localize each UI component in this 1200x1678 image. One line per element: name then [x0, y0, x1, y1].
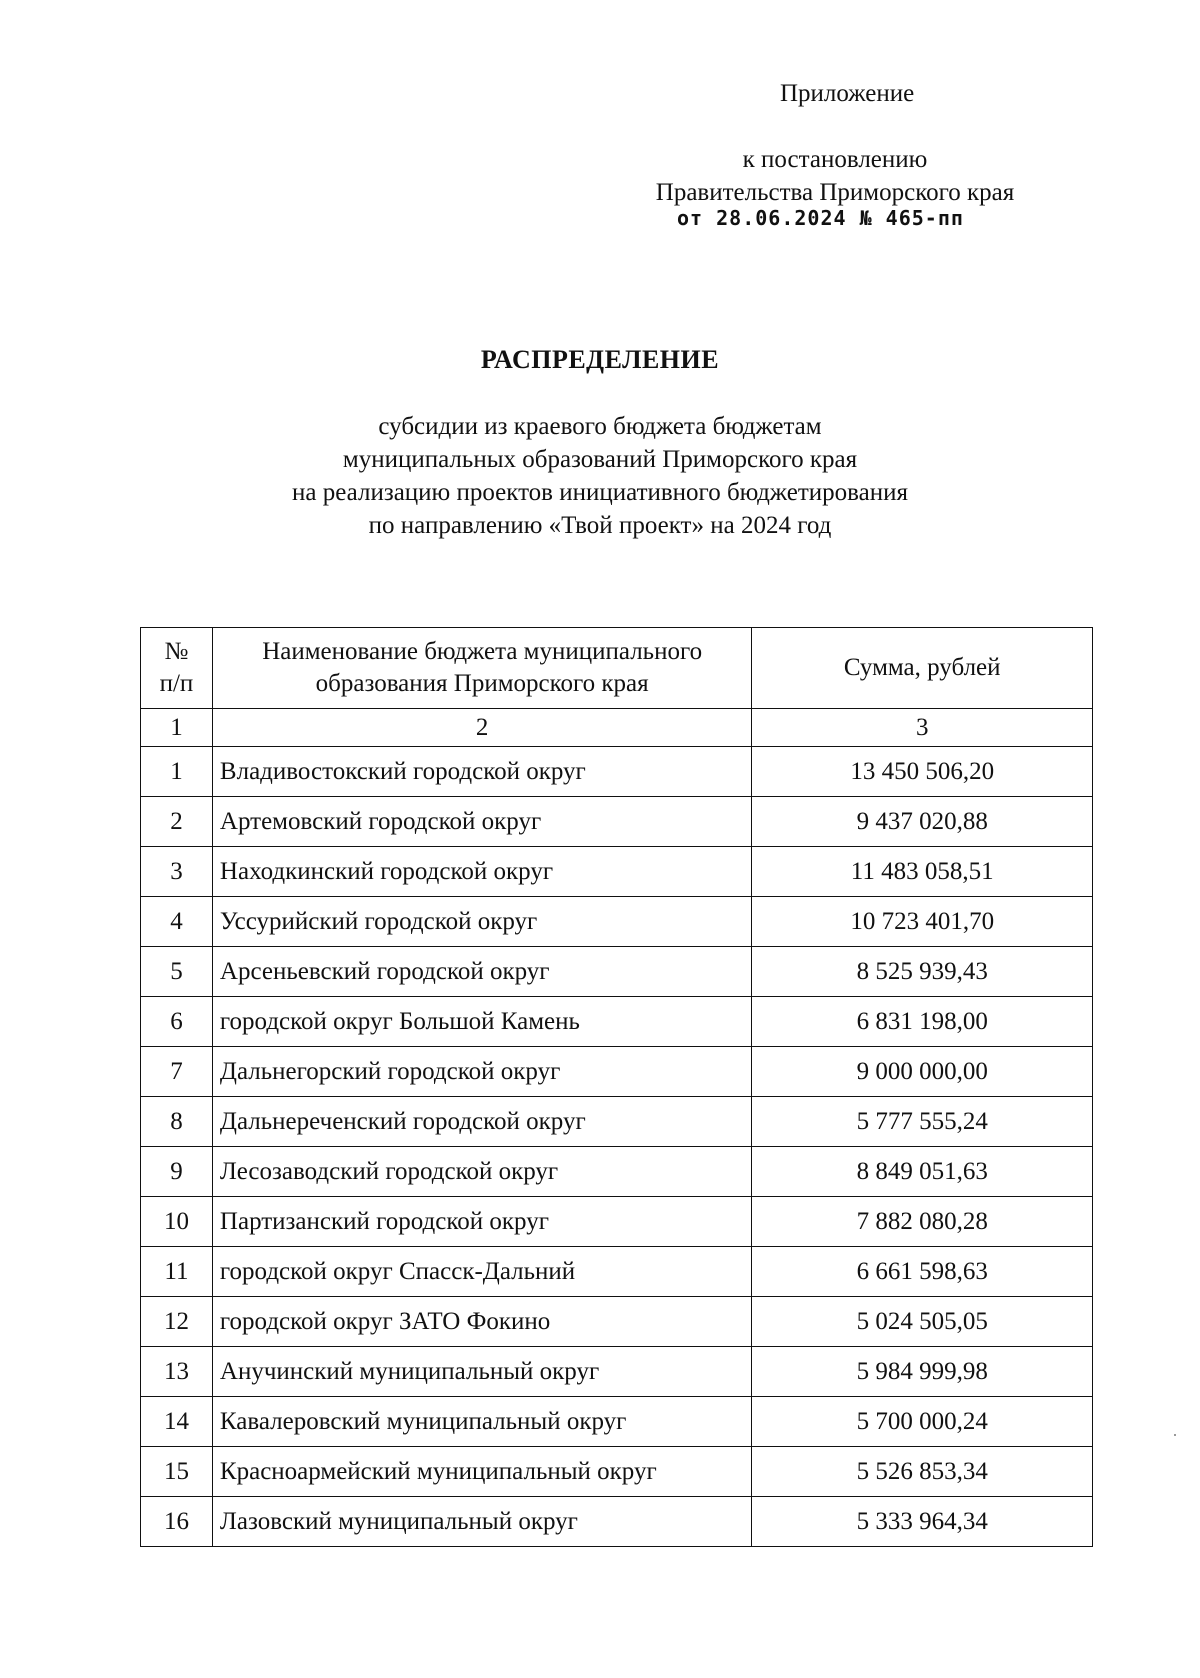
row-number-cell: 1	[141, 747, 213, 797]
table-row	[141, 1347, 1093, 1397]
subtitle-line: субсидии из краевого бюджета бюджетам	[378, 413, 822, 440]
row-number-cell: 4	[141, 897, 213, 947]
subtitle-line: муниципальных образований Приморского края	[342, 446, 858, 473]
table-row	[141, 1397, 1093, 1447]
distribution-table	[140, 627, 1093, 1547]
table-row	[141, 1197, 1093, 1247]
table-row	[141, 747, 1093, 797]
table-row	[141, 1147, 1093, 1197]
municipality-name-cell: Артемовский городской округ	[212, 797, 751, 847]
decree-to-label: к постановлению	[742, 146, 928, 173]
table-row	[141, 1097, 1093, 1147]
table-row	[141, 1247, 1093, 1297]
row-number-cell: 7	[141, 1047, 213, 1097]
table-row	[141, 1447, 1093, 1497]
column-number-cell: 1	[141, 709, 213, 747]
row-number-cell: 16	[141, 1497, 213, 1547]
header-num-cell	[141, 628, 213, 709]
amount-cell: 8 525 939,43	[752, 947, 1093, 997]
row-number-cell: 5	[141, 947, 213, 997]
table-header-row	[141, 628, 1093, 709]
amount-cell: 9 000 000,00	[752, 1047, 1093, 1097]
header-num-abbr: п/п	[159, 670, 194, 697]
row-number-cell: 8	[141, 1097, 213, 1147]
row-number-cell: 14	[141, 1397, 213, 1447]
header-amount-cell: Сумма, рублей	[752, 628, 1093, 709]
appendix-label: Приложение	[780, 80, 915, 107]
subtitle-line: по направлению «Твой проект» на 2024 год	[368, 512, 832, 539]
scan-speck	[1174, 1434, 1176, 1436]
header-name-line: образования Приморского края	[315, 670, 649, 697]
table-row	[141, 947, 1093, 997]
amount-cell: 5 024 505,05	[752, 1297, 1093, 1347]
row-number-cell: 2	[141, 797, 213, 847]
municipality-name-cell: Владивостокский городской округ	[212, 747, 751, 797]
table-row	[141, 897, 1093, 947]
row-number-cell: 15	[141, 1447, 213, 1497]
header-num-symbol: №	[164, 638, 189, 665]
column-number-row	[141, 709, 1093, 747]
table-row	[141, 1047, 1093, 1097]
amount-cell: 5 526 853,34	[752, 1447, 1093, 1497]
decree-reference	[600, 143, 1070, 209]
amount-cell: 5 777 555,24	[752, 1097, 1093, 1147]
amount-cell: 5 984 999,98	[752, 1347, 1093, 1397]
municipality-name-cell: Партизанский городской округ	[212, 1197, 751, 1247]
row-number-cell: 13	[141, 1347, 213, 1397]
amount-cell: 5 700 000,24	[752, 1397, 1093, 1447]
row-number-cell: 11	[141, 1247, 213, 1297]
subtitle-line: на реализацию проектов инициативного бюджетирования	[292, 479, 908, 506]
municipality-name-cell: Кавалеровский муниципальный округ	[212, 1397, 751, 1447]
municipality-name-cell: городской округ ЗАТО Фокино	[212, 1297, 751, 1347]
municipality-name-cell: Красноармейский муниципальный округ	[212, 1447, 751, 1497]
amount-cell: 6 661 598,63	[752, 1247, 1093, 1297]
municipality-name-cell: городской округ Большой Камень	[212, 997, 751, 1047]
table-row	[141, 1497, 1093, 1547]
column-number-cell: 3	[752, 709, 1093, 747]
row-number-cell: 3	[141, 847, 213, 897]
municipality-name-cell: Дальнегорский городской округ	[212, 1047, 751, 1097]
municipality-name-cell: Дальнереченский городской округ	[212, 1097, 751, 1147]
municipality-name-cell: Уссурийский городской округ	[212, 897, 751, 947]
amount-cell: 8 849 051,63	[752, 1147, 1093, 1197]
amount-cell: 13 450 506,20	[752, 747, 1093, 797]
municipality-name-cell: Арсеньевский городской округ	[212, 947, 751, 997]
municipality-name-cell: Лесозаводский городской округ	[212, 1147, 751, 1197]
document-subtitle	[0, 410, 1200, 542]
row-number-cell: 9	[141, 1147, 213, 1197]
table-row	[141, 997, 1093, 1047]
header-name-cell	[212, 628, 751, 709]
municipality-name-cell: Лазовский муниципальный округ	[212, 1497, 751, 1547]
amount-cell: 6 831 198,00	[752, 997, 1093, 1047]
municipality-name-cell: Находкинский городской округ	[212, 847, 751, 897]
row-number-cell: 10	[141, 1197, 213, 1247]
row-number-cell: 12	[141, 1297, 213, 1347]
row-number-cell: 6	[141, 997, 213, 1047]
amount-cell: 9 437 020,88	[752, 797, 1093, 847]
municipality-name-cell: Анучинский муниципальный округ	[212, 1347, 751, 1397]
amount-cell: 5 333 964,34	[752, 1497, 1093, 1547]
amount-cell: 11 483 058,51	[752, 847, 1093, 897]
decree-government-label: Правительства Приморского края	[655, 179, 1015, 206]
table-row	[141, 847, 1093, 897]
municipality-name-cell: городской округ Спасск-Дальний	[212, 1247, 751, 1297]
amount-cell: 7 882 080,28	[752, 1197, 1093, 1247]
column-number-cell: 2	[212, 709, 751, 747]
header-name-line: Наименование бюджета муниципального	[262, 638, 703, 665]
table-row	[141, 1297, 1093, 1347]
table-row	[141, 797, 1093, 847]
amount-cell: 10 723 401,70	[752, 897, 1093, 947]
document-title: РАСПРЕДЕЛЕНИЕ	[480, 345, 720, 374]
decree-number-stamp: от 28.06.2024 № 465-пп	[677, 206, 964, 230]
